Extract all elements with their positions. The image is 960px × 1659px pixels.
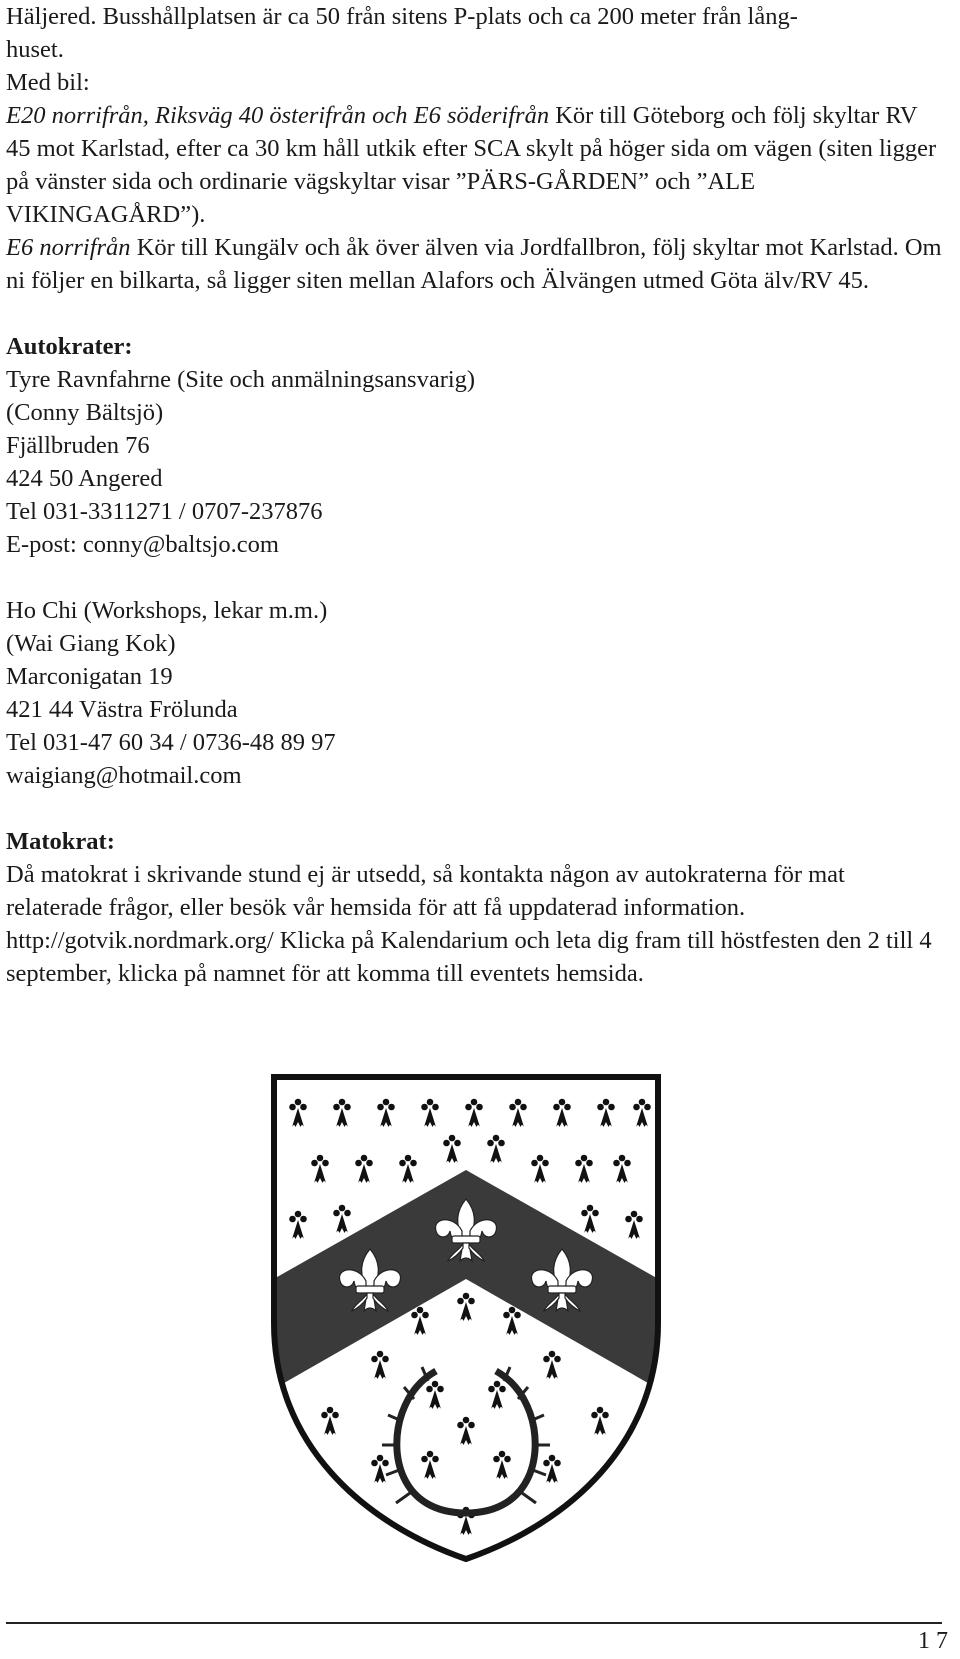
document-page xyxy=(6,0,946,990)
contact-1-email: E-post: conny@baltsjo.com xyxy=(6,531,279,558)
north-text: Kör till Kungälv och åk över älven via Jordfallbron, följ skyltar mot Karlstad. Om ni följer en bilkarta, så ligger siten mellan Alafors och Älvängen utmed Göta älv/RV 45. xyxy=(6,234,942,294)
directions-line-1: Häljered. Busshållplatsen är ca 50 från sitens P-plats och ca 200 meter från lång- xyxy=(6,3,798,30)
matokrat-body: Då matokrat i skrivande stund ej är utsedd, så kontakta någon av autokraterna för mat relaterade frågor, eller besök vår hemsida för att få uppdaterad information. http://gotvik.nordmark.org/ Klicka på Kalendarium och leta dig fram till höstfesten den 2 till 4 september, klicka på namnet för att komma till eventets hemsida. xyxy=(6,861,932,987)
contact-2-name: (Wai Giang Kok) xyxy=(6,630,176,657)
matokrat-heading: Matokrat: xyxy=(6,828,115,855)
autokrater-section xyxy=(6,330,946,792)
footer-rule xyxy=(6,1622,942,1624)
contact-card-1 xyxy=(6,363,946,561)
contact-2-role: Ho Chi (Workshops, lekar m.m.) xyxy=(6,597,328,624)
contact-1-role: Tyre Ravnfahrne (Site och anmälningsansvarig) xyxy=(6,366,476,393)
north-italic: E6 norrifrån xyxy=(6,234,131,261)
coat-of-arms-image xyxy=(270,1073,662,1563)
contact-1-name: (Conny Bältsjö) xyxy=(6,399,164,426)
contact-1-street: Fjällbruden 76 xyxy=(6,432,150,459)
directions-section xyxy=(6,0,946,297)
routes-paragraph xyxy=(6,99,946,231)
contact-2-email: waigiang@hotmail.com xyxy=(6,762,242,789)
routes-italic: E20 norrifrån, Riksväg 40 österifrån och E6 söderifrån xyxy=(6,102,550,129)
north-paragraph xyxy=(6,231,946,297)
directions-line-2: huset. xyxy=(6,36,64,63)
matokrat-section xyxy=(6,825,946,990)
contact-1-phone: Tel 031-3311271 / 0707-237876 xyxy=(6,498,323,525)
autokrater-heading: Autokrater: xyxy=(6,333,133,360)
contact-2-phone: Tel 031-47 60 34 / 0736-48 89 97 xyxy=(6,729,336,756)
contact-1-city: 424 50 Angered xyxy=(6,465,163,492)
coat-of-arms xyxy=(270,1073,662,1563)
page-number: 17 xyxy=(918,1628,954,1654)
contact-card-2 xyxy=(6,594,946,792)
contact-2-city: 421 44 Västra Frölunda xyxy=(6,696,238,723)
routes-text: Kör till Göteborg och följ skyltar RV 45 mot Karlstad, efter ca 30 km håll utkik efter SCA skylt på höger sida om vägen (siten ligger på vänster sida och ordinarie vägskyltar visar ”PÄRS-GÅRDEN” och ”ALE VIKINGAGÅRD”). xyxy=(6,102,937,228)
car-heading: Med bil: xyxy=(6,69,90,96)
contact-2-street: Marconigatan 19 xyxy=(6,663,173,690)
